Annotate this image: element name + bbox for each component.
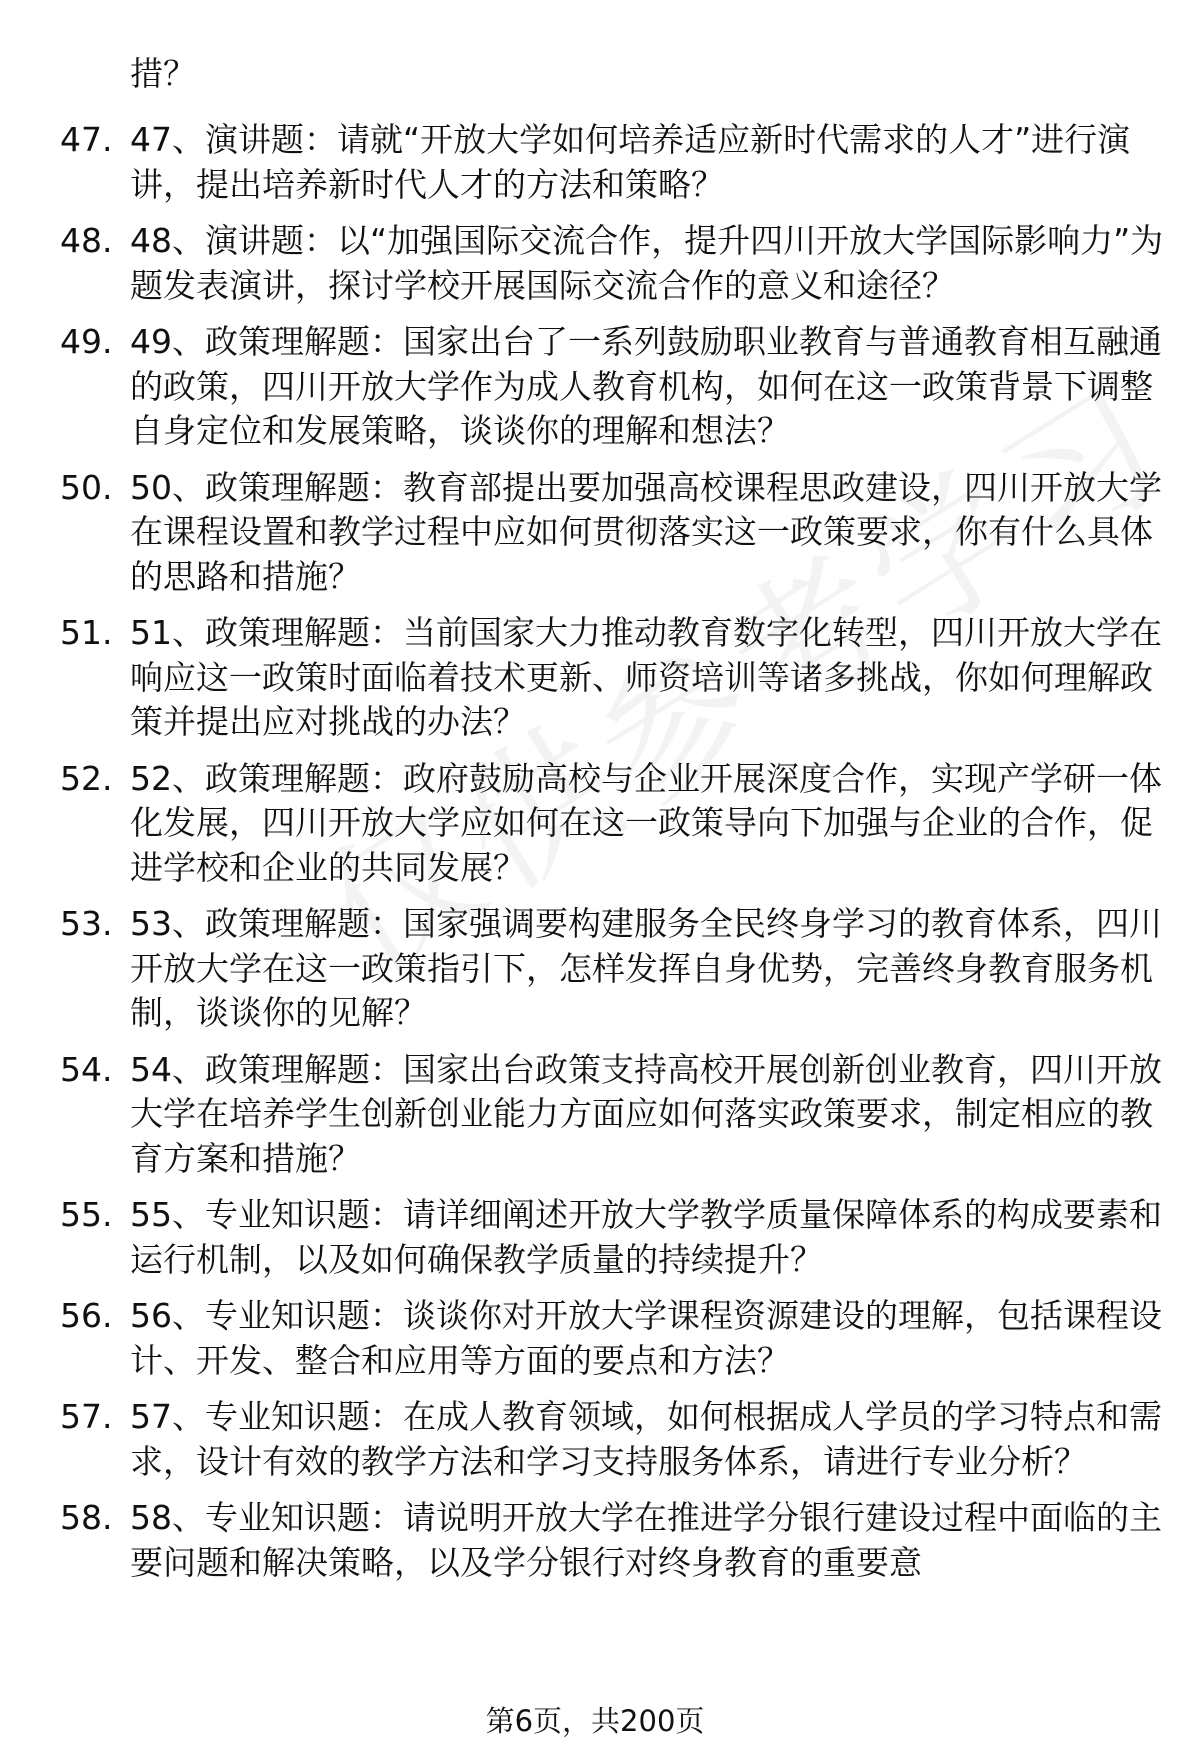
question-text: 49、政策理解题：国家出台了一系列鼓励职业教育与普通教育相互融通的政策，四川开放大学作为成人教育机构，如何在这一政策背景下调整自身定位和发展策略，谈谈你的理解和想法？ [130, 322, 1162, 450]
question-number: 58. [60, 1498, 113, 1537]
question-text: 48、演讲题：以“加强国际交流合作，提升四川开放大学国际影响力”为题发表演讲，探讨学校开展国际交流合作的意义和途径？ [130, 221, 1164, 305]
question-item [0, 902, 1190, 1036]
question-text: 57、专业知识题：在成人教育领域，如何根据成人学员的学习特点和需求，设计有效的教学方法和学习支持服务体系，请进行专业分析？ [130, 1397, 1162, 1481]
question-item [0, 466, 1190, 600]
question-item [0, 118, 1190, 207]
question-number: 51. [60, 613, 113, 652]
question-item [0, 1048, 1190, 1182]
question-number: 54. [60, 1049, 113, 1089]
question-text: 53、政策理解题：国家强调要构建服务全民终身学习的教育体系，四川开放大学在这一政策指引下，怎样发挥自身优势，完善终身教育服务机制，谈谈你的见解？ [130, 904, 1162, 1032]
question-item [0, 757, 1190, 891]
question-text: 47、演讲题：请就“开放大学如何培养适应新时代需求的人才”进行演讲，提出培养新时代人才的方法和策略？ [130, 120, 1131, 204]
question-number: 49. [60, 322, 113, 361]
question-item [0, 1395, 1190, 1484]
question-number: 50. [60, 467, 113, 507]
question-text: 51、政策理解题：当前国家大力推动教育数字化转型，四川开放大学在响应这一政策时面临着技术更新、师资培训等诸多挑战，你如何理解政策并提出应对挑战的办法？ [130, 613, 1162, 741]
question-number: 52. [60, 758, 113, 798]
question-text: 56、专业知识题：谈谈你对开放大学课程资源建设的理解，包括课程设计、开发、整合和应用等方面的要点和方法？ [130, 1296, 1162, 1380]
question-text: 50、政策理解题：教育部提出要加强高校课程思政建设，四川开放大学在课程设置和教学过程中应如何贯彻落实这一政策要求，你有什么具体的思路和措施？ [130, 467, 1162, 596]
question-text: 54、政策理解题：国家出台政策支持高校开展创新创业教育，四川开放大学在培养学生创新创业能力方面应如何落实政策要求，制定相应的教育方案和措施？ [130, 1049, 1162, 1178]
question-number: 48. [60, 221, 113, 260]
question-text: 55、专业知识题：请详细阐述开放大学教学质量保障体系的构成要素和运行机制，以及如何确保教学质量的持续提升？ [130, 1195, 1162, 1279]
question-item [0, 1496, 1190, 1585]
continuation-text: 措？ [130, 54, 196, 93]
question-text: 58、专业知识题：请说明开放大学在推进学分银行建设过程中面临的主要问题和解决策略，以及学分银行对终身教育的重要意 [130, 1498, 1162, 1582]
question-item [0, 1294, 1190, 1383]
question-number: 57. [60, 1397, 113, 1436]
question-number: 47. [60, 120, 113, 159]
question-item [0, 219, 1190, 308]
question-item [0, 320, 1190, 454]
page-footer: 第6页，共200页 [485, 1704, 705, 1738]
question-number: 55. [60, 1195, 113, 1234]
question-number: 53. [60, 904, 113, 943]
question-item [0, 611, 1190, 745]
question-text: 52、政策理解题：政府鼓励高校与企业开展深度合作，实现产学研一体化发展，四川开放大学应如何在这一政策导向下加强与企业的合作，促进学校和企业的共同发展？ [130, 758, 1162, 887]
question-item [0, 1193, 1190, 1282]
question-number: 56. [60, 1296, 113, 1335]
question-list [0, 118, 1190, 1597]
